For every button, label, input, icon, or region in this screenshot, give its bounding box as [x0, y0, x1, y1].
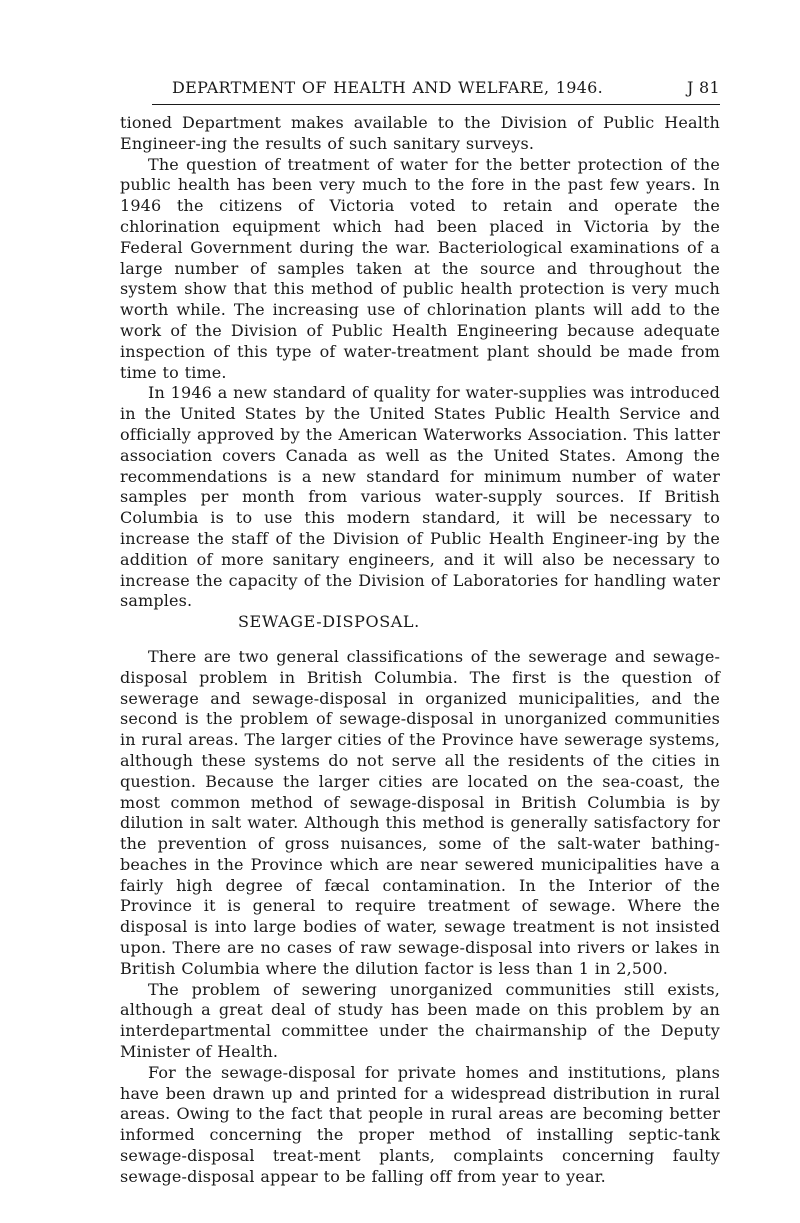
- body-text: [120, 113, 720, 1188]
- running-header: [152, 78, 720, 105]
- paragraph-sewage-classifications: There are two general classifications of the sewerage and sewage-disposal problem in British Columbia. The first is the question of sewerage and sewage-disposal in organized municipalities, and the second is the problem of sewage-disposal in unorganized communities in rural areas. The larger cities of the Province have sewerage systems, although these systems do not serve all the residents of the cities in question. Because the larger cities are located on the sea-coast, the most common method of sewage-disposal in British Columbia is by dilution in salt water. Although this method is generally satisfactory for the prevention of gross nuisances, some of the salt-water bathing-beaches in the Province which are near sewered municipalities have a fairly high degree of fæcal contamination. In the Interior of the Province it is general to require treatment of sewage. Where the disposal is into large bodies of water, sewage treatment is not insisted upon. There are no cases of raw sewage-disposal into rivers or lakes in British Columbia where the dilution factor is less than 1 in 2,500.: [120, 646, 720, 978]
- paragraph-water-treatment: The question of treatment of water for the better protection of the public health has been very much to the fore in the past few years. In 1946 the citizens of Victoria voted to retain and operate the chlorination equipment which had been placed in Victoria by the Federal Government during the war. Bacteriological examinations of a large number of samples taken at the source and throughout the system show that this method of public health protection is very much worth while. The increasing use of chlorination plants will add to the work of the Division of Public Health Engineering because adequate inspection of this type of water-treatment plant should be made from time to time.: [120, 154, 720, 382]
- paragraph-unorganized-communities: The problem of sewering unorganized communities still exists, although a great deal of study has been made on this problem by an interdepartmental committee under the chairmanship of the Deputy Minister of Health.: [120, 979, 720, 1062]
- header-title: DEPARTMENT OF HEALTH AND WELFARE, 1946.: [172, 78, 604, 97]
- page-number: J 81: [686, 78, 720, 97]
- paragraph-continued: tioned Department makes available to the Division of Public Health Engineer-ing the results of such sanitary surveys.: [120, 113, 720, 153]
- paragraph-private-homes: For the sewage-disposal for private homes and institutions, plans have been drawn up and printed for a widespread distribution in rural areas. Owing to the fact that people in rural areas are becoming better informed concerning the proper method of installing septic-tank sewage-disposal treat-ment plants, complaints concerning faulty sewage-disposal appear to be falling off from year to year.: [120, 1062, 720, 1186]
- section-heading-sewage-disposal: SEWAGE-DISPOSAL.: [238, 612, 420, 632]
- paragraph-water-standard: In 1946 a new standard of quality for water-supplies was introduced in the United States by the United States Public Health Service and officially approved by the American Waterworks Association. This latter association covers Canada as well as the United States. Among the recommendations is a new standard for minimum number of water samples per month from various water-supply sources. If British Columbia is to use this modern standard, it will be necessary to increase the staff of the Division of Public Health Engineer-ing by the addition of more sanitary engineers, and it will also be necessary to increase the capacity of the Division of Laboratories for handling water samples.: [120, 383, 720, 611]
